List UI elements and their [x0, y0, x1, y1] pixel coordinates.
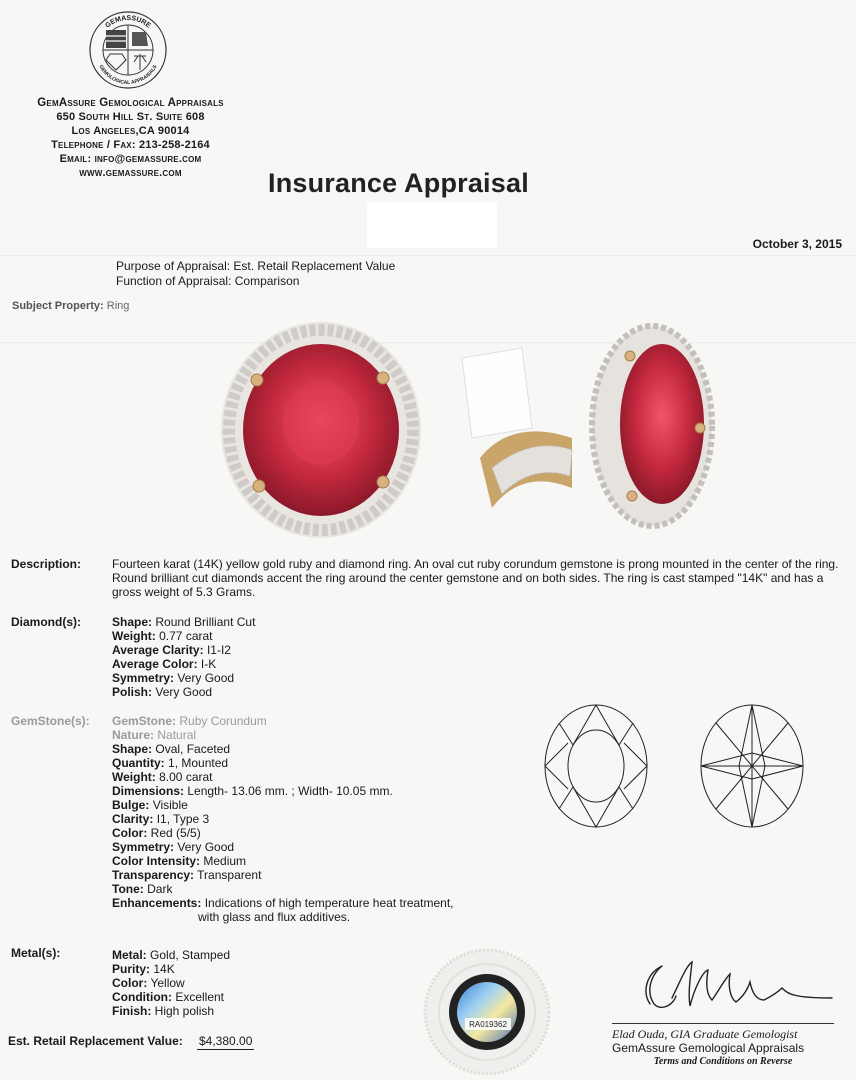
purpose-block: [116, 259, 395, 289]
subject-label: Subject Property:: [12, 300, 104, 312]
metal-field: Color: Yellow: [112, 976, 185, 990]
gemstone-field: Bulge: Visible: [112, 798, 188, 812]
handwritten-signature: [632, 952, 842, 1022]
gemstone-label: GemStone(s):: [11, 714, 90, 728]
paper-fold: [0, 342, 856, 344]
paper-fold: [0, 255, 856, 257]
gemstone-field: Color: Red (5/5): [112, 826, 201, 840]
metals-label: Metal(s):: [11, 946, 61, 960]
address-line: 650 South Hill St. Suite 608: [56, 111, 205, 123]
diamond-fields: [112, 615, 255, 699]
diamond-field: Average Clarity: I1-I2: [112, 643, 231, 657]
signer-org: GemAssure Gemological Appraisals: [612, 1041, 805, 1055]
subject-property: [12, 300, 129, 312]
gemstone-field: Shape: Oval, Faceted: [112, 742, 231, 756]
gemstone-field: Transparency: Transparent: [112, 868, 262, 882]
gemstone-field: Symmetry: Very Good: [112, 840, 235, 854]
retail-value-label: Est. Retail Replacement Value:: [8, 1034, 183, 1048]
oval-crown-diagram: [543, 703, 649, 829]
redacted-block: [367, 202, 497, 248]
gemstone-field: Dimensions: Length- 13.06 mm. ; Width- 10.05 mm.: [112, 784, 393, 798]
seal-serial: RA019362: [469, 1020, 507, 1029]
phone-line: Telephone / Fax: 213-258-2164: [51, 139, 210, 151]
metal-field: Finish: High polish: [112, 1004, 215, 1018]
metal-fields: [112, 948, 230, 1018]
city-line: Los Angeles,CA 90014: [71, 125, 190, 137]
gemstone-fields: [112, 714, 454, 924]
gemstone-field: Tone: Dark: [112, 882, 173, 896]
hologram-seal: [405, 940, 570, 1075]
signature-line: [612, 1023, 834, 1024]
function-line: Function of Appraisal: Comparison: [116, 274, 300, 288]
company-name: GemAssure Gemological Appraisals: [37, 97, 224, 109]
signer-block: [612, 1027, 834, 1069]
enhancements-continued: with glass and flux additives.: [198, 910, 351, 924]
purpose-line: Purpose of Appraisal: Est. Retail Replacement Value: [116, 259, 396, 273]
subject-value: Ring: [106, 300, 130, 312]
gemstone-field: Clarity: I1, Type 3: [112, 812, 210, 826]
gemstone-field: Weight: 8.00 carat: [112, 770, 213, 784]
email-line: Email: info@gemassure.com: [59, 153, 202, 165]
gemstone-field: Color Intensity: Medium: [112, 854, 247, 868]
diamond-field: Average Color: I-K: [112, 657, 217, 671]
terms-link: Terms and Conditions on Reverse: [653, 1056, 793, 1067]
oval-pavilion-diagram: [699, 703, 805, 829]
ring-photo-front: [215, 318, 425, 552]
appraisal-date: October 3, 2015: [752, 237, 842, 251]
logo-text-top: GEMASSURE: [104, 14, 152, 30]
gemstone-field: Enhancements: Indications of high temperature heat treatment,: [112, 896, 454, 910]
diamond-field: Symmetry: Very Good: [112, 671, 235, 685]
metal-field: Purity: 14K: [112, 962, 175, 976]
gemstone-field: Nature: Natural: [112, 728, 197, 742]
gemstone-field: Quantity: 1, Mounted: [112, 756, 229, 770]
description-text: Fourteen karat (14K) yellow gold ruby and diamond ring. An oval cut ruby corundum gemstone is prong mounted in the center of the ring. Round brilliant cut diamonds accent the ring around the center gemstone and on both sides. The ring is cast stamped "14K" and has a gross weight of 5.3 Grams.: [112, 557, 839, 599]
retail-value: $4,380.00: [199, 1034, 253, 1048]
metal-field: Metal: Gold, Stamped: [112, 948, 231, 962]
diamonds-label: Diamond(s):: [11, 615, 81, 629]
website-line: www.gemassure.com: [79, 167, 182, 179]
ring-photo-side: [452, 318, 722, 552]
page-title: Insurance Appraisal: [268, 168, 529, 198]
metal-field: Condition: Excellent: [112, 990, 225, 1004]
gemstone-field: GemStone: Ruby Corundum: [112, 714, 267, 728]
logo-text-bottom: GEMOLOGICAL APPRAISALS: [97, 64, 159, 87]
company-address-block: [18, 96, 243, 180]
diamond-field: Shape: Round Brilliant Cut: [112, 615, 256, 629]
diamond-field: Weight: 0.77 carat: [112, 629, 213, 643]
description-label: Description:: [11, 557, 82, 571]
diamond-field: Polish: Very Good: [112, 685, 213, 699]
signer-name: Elad Ouda, GIA Graduate Gemologist: [612, 1027, 798, 1041]
gemassure-logo: [88, 10, 168, 90]
